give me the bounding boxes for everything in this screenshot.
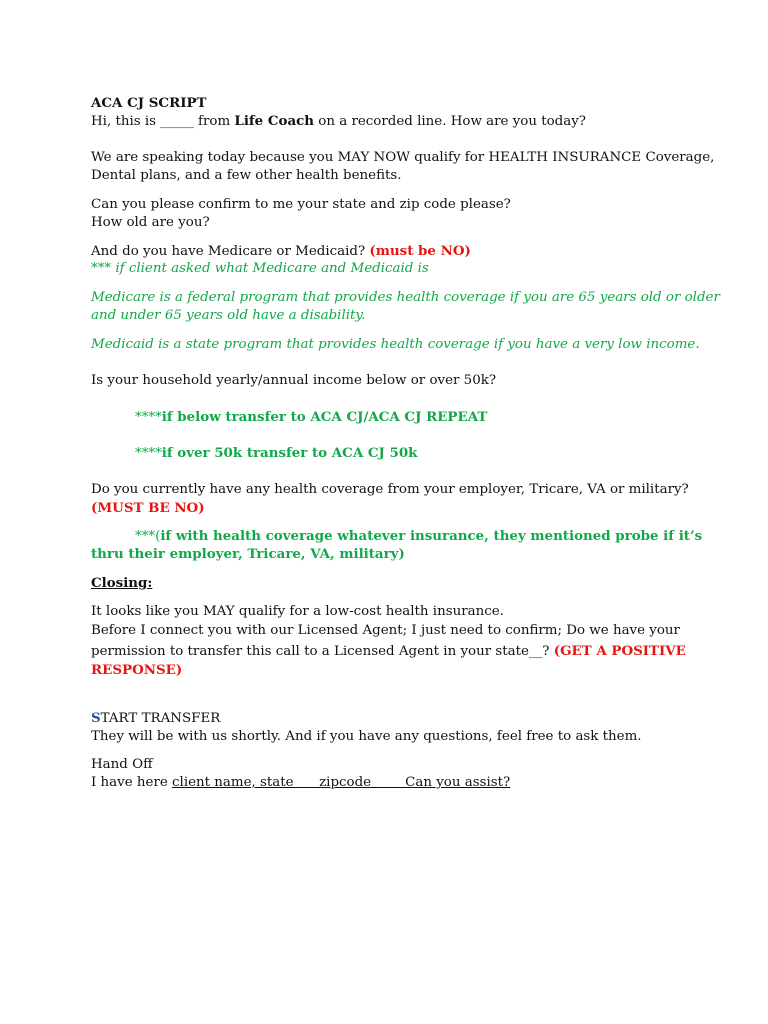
income-below-text: if below transfer to ACA CJ/ACA CJ REPEAT [161,409,488,425]
greeting-post: on a recorded line. How are you today? [314,114,586,129]
closing-permission-text: permission to transfer this call to a Licensed Agent in your state__? [91,644,550,659]
closing-rule-1: (GET A POSITIVE [553,643,686,659]
income-over-stars: **** [135,446,162,461]
transfer-heading-rest: TART TRANSFER [100,711,221,726]
coverage-note-line-1 [135,527,702,546]
script-title: ACA CJ SCRIPT [91,95,207,111]
closing-heading: Closing: [91,575,153,591]
handoff-pre: I have here [91,775,173,790]
closing-line-3 [91,642,686,661]
transfer-heading [91,709,220,728]
handoff-fields: client name, state zipcode Can you assist? [172,775,511,790]
greeting-line [91,112,586,131]
closing-line-1: It looks like you MAY qualify for a low-cost health insurance. [91,604,504,619]
coverage-note-line-2: thru their employer, Tricare, VA, military) [91,546,405,562]
medicare-question-text: And do you have Medicare or Medicaid? [91,244,366,259]
confirm-line-1: Can you please confirm to me your state and zip code please? [91,197,511,212]
coverage-note-stars: ***( [135,529,161,544]
medicare-question [91,242,471,261]
handoff-heading: Hand Off [91,757,153,772]
medicaid-definition: Medicaid is a state program that provides health coverage if you have a very low income. [91,337,700,352]
income-below-note [135,408,487,427]
transfer-initial: S [91,710,101,726]
coverage-rule: (MUST BE NO) [91,500,205,516]
coverage-question: Do you currently have any health coverage from your employer, Tricare, VA or military? [91,482,689,497]
confirm-line-2: How old are you? [91,215,210,230]
coverage-note-text: if with health coverage whatever insurance, they mentioned probe if it’s [160,528,703,544]
closing-line-2: Before I connect you with our Licensed Agent; I just need to confirm; Do we have your [91,623,680,638]
medicare-rule: (must be NO) [369,243,471,259]
handoff-line [91,774,510,792]
greeting-pre: Hi, this is _____ from [91,114,235,129]
closing-rule-2: RESPONSE) [91,662,183,678]
income-question: Is your household yearly/annual income below or over 50k? [91,373,497,388]
company-name: Life Coach [234,113,315,129]
income-below-stars: **** [135,410,162,425]
medicare-definition-1: Medicare is a federal program that provides health coverage if you are 65 years old or older [91,290,720,305]
medicare-note: *** if client asked what Medicare and Medicaid is [91,261,429,276]
intro-line-2: Dental plans, and a few other health benefits. [91,168,402,183]
transfer-line: They will be with us shortly. And if you have any questions, feel free to ask them. [91,729,642,744]
medicare-definition-2: and under 65 years old have a disability. [91,308,366,323]
income-over-text: if over 50k transfer to ACA CJ 50k [161,445,418,461]
income-over-note [135,444,417,463]
intro-line-1: We are speaking today because you MAY NOW qualify for HEALTH INSURANCE Coverage, [91,150,715,165]
